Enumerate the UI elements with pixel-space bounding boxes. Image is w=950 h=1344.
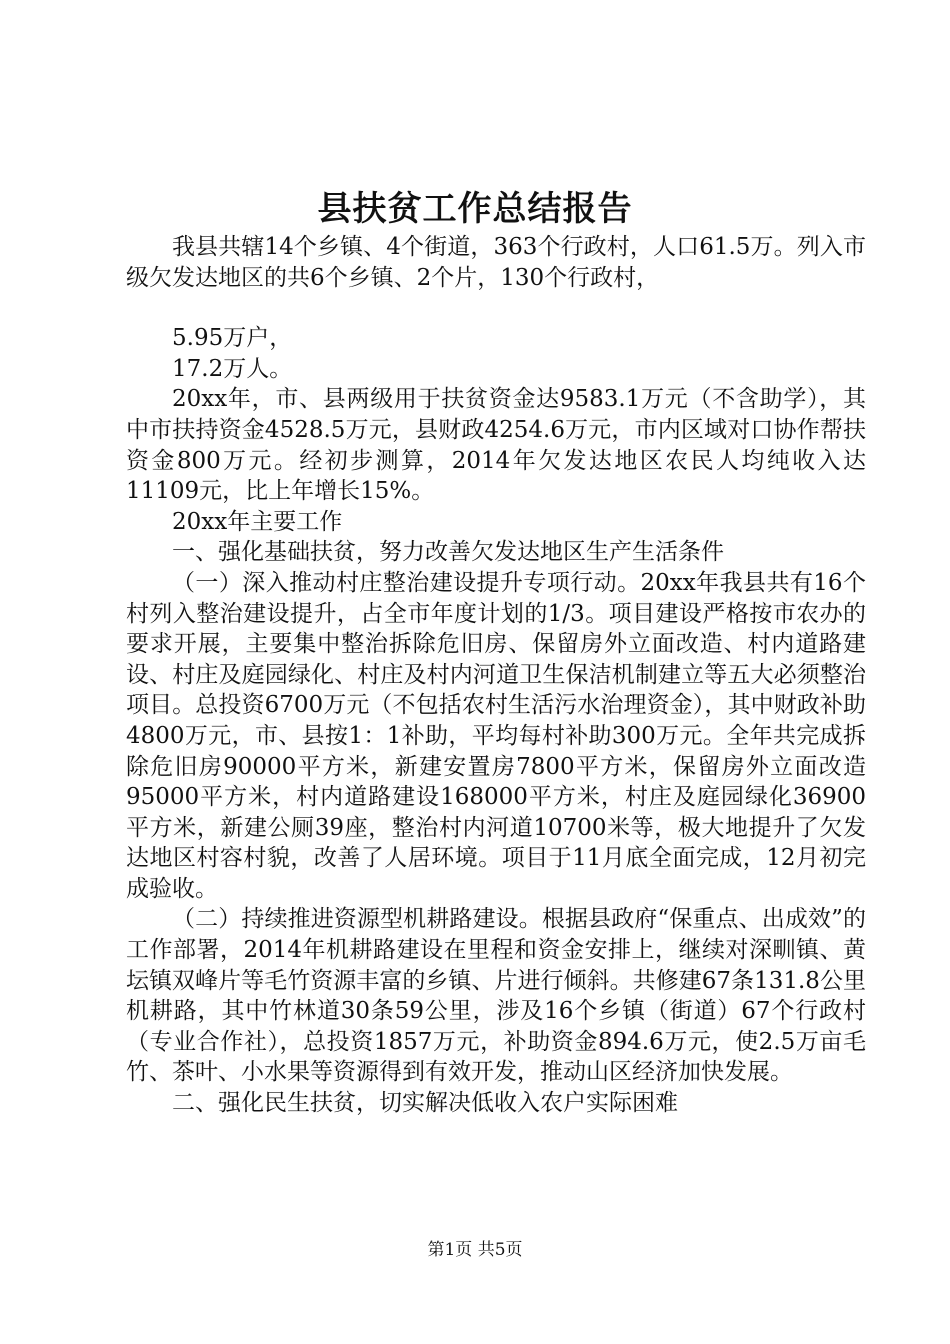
paragraph-overview: 我县共辖14个乡镇、4个街道，363个行政村，人口61.5万。列入市级欠发达地区的共6个乡镇、2个片，130个行政村， xyxy=(126,234,866,291)
page-footer: 第1页 共5页 xyxy=(427,1240,523,1260)
paragraph-funding: 20xx年，市、县两级用于扶贫资金达9583.1万元（不含助学），其中市扶持资金4528.5万元，县财政4254.6万元，市内区域对口协作帮扶资金800万元。经初步测算，2014年欠发达地区农民人均纯收入达11109元，比上年增长15%。 xyxy=(126,386,866,505)
paragraph-population: 17.2万人。 xyxy=(172,355,293,382)
paragraph-households: 5.95万户， xyxy=(172,325,293,352)
document-body xyxy=(126,232,866,1119)
paragraph-village-renovation: （一）深入推动村庄整治建设提升专项行动。20xx年我县共有16个村列入整治建设提升，占全市年度计划的1/3。项目建设严格按市农办的要求开展，主要集中整治拆除危旧房、保留房外立面改造、村内道路建设、村庄及庭园绿化、村庄及村内河道卫生保洁机制建立等五大必须整治项目。总投资6700万元（不包括农村生活污水治理资金），其中财政补助4800万元，市、县按1：1补助，平均每村补助300万元。全年共完成拆除危旧房90000平方米，新建安置房7800平方米，保留房外立面改造95000平方米，村内道路建设168000平方米，村庄及庭园绿化36900平方米，新建公厕39座，整治村内河道10700米等，极大地提升了欠发达地区村容村貌，改善了人居环境。项目于11月底全面完成，12月初完成验收。 xyxy=(126,569,866,902)
section-heading-livelihood-poverty-alleviation: 二、强化民生扶贫，切实解决低收入农户实际困难 xyxy=(172,1090,678,1117)
paragraph-farm-roads: （二）持续推进资源型机耕路建设。根据县政府“保重点、出成效”的工作部署，2014年机耕路建设在里程和资金安排上，继续对深甽镇、黄坛镇双峰片等毛竹资源丰富的乡镇、片进行倾斜。共修建67条131.8公里机耕路，其中竹林道30条59公里，涉及16个乡镇（街道）67个行政村（专业合作社），总投资1857万元，补助资金894.6万元，使2.5万亩毛竹、茶叶、小水果等资源得到有效开发，推动山区经济加快发展。 xyxy=(126,906,866,1086)
document-title: 县扶贫工作总结报告 xyxy=(317,189,633,229)
section-heading-basic-poverty-alleviation: 一、强化基础扶贫，努力改善欠发达地区生产生活条件 xyxy=(172,539,724,566)
section-heading-main-work: 20xx年主要工作 xyxy=(172,508,343,535)
